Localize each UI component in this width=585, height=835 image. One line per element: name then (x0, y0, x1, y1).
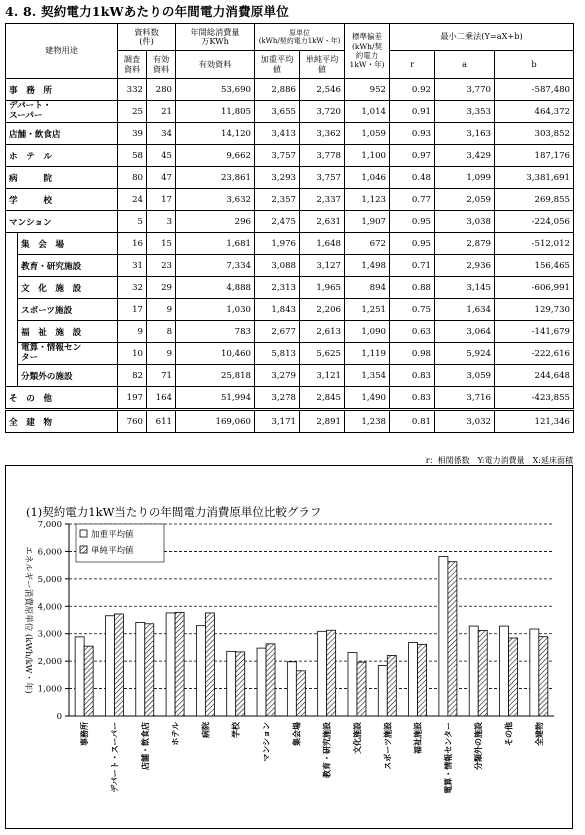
row-label: 教育・研究施設 (18, 255, 118, 277)
cell-survey: 760 (118, 410, 147, 433)
header-count-survey: 調査 資料 (118, 51, 147, 79)
x-category-label: 全建物 (534, 722, 544, 746)
chart-panel (5, 465, 573, 829)
group-bracket (6, 321, 18, 343)
cell-annual: 51,994 (176, 387, 255, 410)
cell-annual: 169,060 (176, 410, 255, 433)
y-tick-label: 1,000 (37, 684, 62, 695)
bar-weighted (166, 613, 175, 716)
cell-std: 1,090 (345, 321, 390, 343)
cell-s: 3,757 (300, 167, 345, 189)
x-category-label: 事務所 (80, 722, 90, 746)
cell-r: 0.93 (390, 123, 435, 145)
cell-r: 0.71 (390, 255, 435, 277)
cell-survey: 39 (118, 123, 147, 145)
cell-s: 2,206 (300, 299, 345, 321)
bar-simple (357, 662, 366, 716)
cell-valid: 71 (147, 365, 176, 387)
cell-valid: 45 (147, 145, 176, 167)
cell-survey: 197 (118, 387, 147, 410)
cell-a: 5,924 (435, 343, 495, 365)
cell-survey: 31 (118, 255, 147, 277)
row-label: 電算・情報セン ター (18, 343, 118, 365)
legend-swatch (80, 530, 87, 537)
cell-annual: 7,334 (176, 255, 255, 277)
cell-survey: 25 (118, 101, 147, 123)
cell-r: 0.75 (390, 299, 435, 321)
cell-r: 0.95 (390, 233, 435, 255)
bar-simple (145, 624, 154, 716)
cell-s: 3,778 (300, 145, 345, 167)
bar-simple (387, 655, 396, 716)
cell-s: 2,845 (300, 387, 345, 410)
bar-simple (236, 652, 245, 716)
cell-annual: 23,861 (176, 167, 255, 189)
cell-r: 0.97 (390, 145, 435, 167)
cell-std: 1,123 (345, 189, 390, 211)
cell-s: 3,127 (300, 255, 345, 277)
cell-a: 1,634 (435, 299, 495, 321)
bar-weighted (318, 631, 327, 716)
table-row (6, 365, 574, 387)
cell-a: 3,163 (435, 123, 495, 145)
row-label: スポーツ施設 (18, 299, 118, 321)
cell-b: -512,012 (495, 233, 574, 255)
table-row (6, 233, 574, 255)
cell-std: 1,119 (345, 343, 390, 365)
cell-a: 3,032 (435, 410, 495, 433)
cell-annual: 11,805 (176, 101, 255, 123)
cell-b: 129,730 (495, 299, 574, 321)
cell-r: 0.83 (390, 365, 435, 387)
x-category-label: マンション (262, 722, 272, 762)
row-label: デパート・ スーパー (6, 101, 118, 123)
cell-w: 3,278 (255, 387, 300, 410)
cell-a: 1,099 (435, 167, 495, 189)
cell-s: 1,648 (300, 233, 345, 255)
cell-valid: 47 (147, 167, 176, 189)
cell-survey: 82 (118, 365, 147, 387)
cell-valid: 21 (147, 101, 176, 123)
cell-w: 3,293 (255, 167, 300, 189)
bar-weighted (439, 557, 448, 716)
cell-std: 1,251 (345, 299, 390, 321)
cell-r: 0.88 (390, 277, 435, 299)
bar-weighted (378, 665, 387, 716)
cell-s: 2,613 (300, 321, 345, 343)
cell-s: 3,362 (300, 123, 345, 145)
legend-swatch (80, 546, 87, 553)
table-row (6, 211, 574, 233)
row-label: そ の 他 (6, 387, 118, 410)
cell-r: 0.48 (390, 167, 435, 189)
cell-w: 3,655 (255, 101, 300, 123)
cell-std: 1,014 (345, 101, 390, 123)
cell-survey: 24 (118, 189, 147, 211)
table-row (6, 167, 574, 189)
cell-std: 1,907 (345, 211, 390, 233)
cell-valid: 9 (147, 343, 176, 365)
cell-annual: 25,818 (176, 365, 255, 387)
bar-simple (478, 630, 487, 716)
bar-weighted (287, 662, 296, 716)
y-tick-label: 3,000 (37, 629, 62, 640)
cell-w: 3,171 (255, 410, 300, 433)
cell-b: -141,679 (495, 321, 574, 343)
cell-survey: 9 (118, 321, 147, 343)
cell-survey: 5 (118, 211, 147, 233)
cell-w: 5,813 (255, 343, 300, 365)
bar-simple (266, 644, 275, 716)
cell-b: -222,616 (495, 343, 574, 365)
x-category-label: 学校 (231, 722, 241, 738)
cell-a: 3,353 (435, 101, 495, 123)
bar-weighted (530, 629, 539, 716)
cell-a: 3,429 (435, 145, 495, 167)
x-category-label: 分類外の施設 (474, 722, 484, 770)
row-label: ホ テ ル (6, 145, 118, 167)
table-row (6, 387, 574, 410)
cell-std: 1,100 (345, 145, 390, 167)
cell-w: 3,279 (255, 365, 300, 387)
header-count: 資料数 (件) (118, 24, 176, 51)
cell-annual: 3,632 (176, 189, 255, 211)
bar-simple (418, 644, 427, 716)
header-use: 建物用途 (6, 24, 118, 79)
cell-s: 2,546 (300, 79, 345, 101)
table-row (6, 101, 574, 123)
bar-simple (114, 614, 123, 716)
bar-simple (205, 613, 214, 716)
cell-r: 0.95 (390, 211, 435, 233)
cell-w: 2,475 (255, 211, 300, 233)
bar-weighted (469, 626, 478, 716)
group-bracket (6, 277, 18, 299)
x-category-label: 電算・情報センター (443, 722, 453, 794)
x-category-label: ホテル (171, 722, 181, 746)
table-note: r：相関係数 Y:電力消費量 X:延床面積 (425, 456, 573, 465)
row-label: 集 会 場 (18, 233, 118, 255)
y-tick-label: 7,000 (37, 520, 62, 530)
cell-w: 2,313 (255, 277, 300, 299)
bar-weighted (409, 643, 418, 716)
cell-r: 0.83 (390, 387, 435, 410)
x-category-label: 文化施設 (352, 722, 362, 754)
y-tick-label: 6,000 (37, 547, 62, 558)
legend-label: 単純平均値 (91, 546, 134, 556)
bar-weighted (105, 616, 114, 716)
cell-b: 303,852 (495, 123, 574, 145)
cell-s: 3,121 (300, 365, 345, 387)
bar-weighted (257, 648, 266, 716)
cell-b: 156,465 (495, 255, 574, 277)
cell-b: 269,855 (495, 189, 574, 211)
cell-b: -224,056 (495, 211, 574, 233)
cell-r: 0.92 (390, 79, 435, 101)
bar-simple (327, 630, 336, 716)
bar-weighted (75, 637, 84, 716)
cell-annual: 1,030 (176, 299, 255, 321)
header-b: b (495, 51, 574, 79)
bar-weighted (196, 626, 205, 716)
row-label: 福 祉 施 設 (18, 321, 118, 343)
table-row (6, 343, 574, 365)
row-label: 学 校 (6, 189, 118, 211)
x-category-label: 店舗・飲食店 (140, 722, 150, 770)
x-category-label: その他 (504, 722, 514, 746)
y-axis-label: エネルギー消費原単位 (kWh/kW・年) (23, 546, 33, 694)
table-row (6, 410, 574, 433)
x-category-label: 福祉施設 (413, 722, 423, 754)
header-a: a (435, 51, 495, 79)
cell-s: 5,625 (300, 343, 345, 365)
cell-valid: 34 (147, 123, 176, 145)
cell-annual: 10,460 (176, 343, 255, 365)
cell-r: 0.63 (390, 321, 435, 343)
bar-weighted (348, 653, 357, 716)
header-unit: 原単位 (kWh/契約電力1kW・年) (255, 24, 345, 51)
bar-weighted (227, 651, 236, 716)
cell-annual: 296 (176, 211, 255, 233)
cell-survey: 80 (118, 167, 147, 189)
group-bracket (6, 365, 18, 387)
cell-survey: 10 (118, 343, 147, 365)
table-row (6, 145, 574, 167)
cell-valid: 23 (147, 255, 176, 277)
cell-annual: 4,888 (176, 277, 255, 299)
cell-survey: 58 (118, 145, 147, 167)
cell-w: 3,413 (255, 123, 300, 145)
cell-std: 1,354 (345, 365, 390, 387)
y-tick-label: 0 (56, 712, 62, 722)
group-bracket (6, 299, 18, 321)
cell-r: 0.81 (390, 410, 435, 433)
cell-b: 121,346 (495, 410, 574, 433)
cell-std: 952 (345, 79, 390, 101)
bar-simple (175, 612, 184, 716)
row-label: 店舗・飲食店 (6, 123, 118, 145)
bar-weighted (136, 622, 145, 716)
group-bracket (6, 255, 18, 277)
cell-w: 2,357 (255, 189, 300, 211)
cell-annual: 1,681 (176, 233, 255, 255)
cell-b: -606,991 (495, 277, 574, 299)
bar-simple (509, 638, 518, 716)
cell-valid: 17 (147, 189, 176, 211)
cell-w: 2,677 (255, 321, 300, 343)
cell-s: 3,720 (300, 101, 345, 123)
table-row (6, 321, 574, 343)
cell-b: 187,176 (495, 145, 574, 167)
row-label: 事 務 所 (6, 79, 118, 101)
cell-a: 3,716 (435, 387, 495, 410)
cell-w: 1,976 (255, 233, 300, 255)
header-annual-sub: 有効資料 (176, 51, 255, 79)
bar-simple (84, 646, 93, 716)
x-category-label: 集会場 (292, 722, 302, 746)
cell-w: 3,757 (255, 145, 300, 167)
header-lsq: 最小二乗法(Y=aX+b) (390, 24, 574, 51)
table-row (6, 79, 574, 101)
table-row (6, 255, 574, 277)
bar-simple (539, 637, 548, 716)
y-tick-label: 2,000 (37, 657, 62, 668)
bar-chart (6, 466, 572, 828)
cell-valid: 8 (147, 321, 176, 343)
cell-w: 1,843 (255, 299, 300, 321)
page-title: 4. 8. 契約電力1kWあたりの年間電力消費原単位 (5, 4, 289, 19)
cell-std: 1,238 (345, 410, 390, 433)
cell-std: 1,490 (345, 387, 390, 410)
cell-annual: 9,662 (176, 145, 255, 167)
cell-a: 3,059 (435, 365, 495, 387)
x-category-label: デパート・スーパー (110, 722, 120, 793)
cell-valid: 15 (147, 233, 176, 255)
cell-valid: 280 (147, 79, 176, 101)
cell-valid: 3 (147, 211, 176, 233)
legend-label: 加重平均値 (91, 530, 134, 540)
group-bracket (6, 233, 18, 255)
bar-simple (448, 562, 457, 716)
cell-survey: 32 (118, 277, 147, 299)
cell-b: -423,855 (495, 387, 574, 410)
header-r: r (390, 51, 435, 79)
cell-valid: 29 (147, 277, 176, 299)
cell-w: 2,886 (255, 79, 300, 101)
cell-a: 3,064 (435, 321, 495, 343)
cell-survey: 16 (118, 233, 147, 255)
header-annual: 年間総消費量 万KWh (176, 24, 255, 51)
cell-std: 672 (345, 233, 390, 255)
cell-std: 1,059 (345, 123, 390, 145)
cell-valid: 164 (147, 387, 176, 410)
cell-s: 2,337 (300, 189, 345, 211)
cell-s: 2,631 (300, 211, 345, 233)
data-table (5, 23, 574, 433)
cell-b: 464,372 (495, 101, 574, 123)
cell-r: 0.91 (390, 101, 435, 123)
header-unit-weighted: 加重平均 値 (255, 51, 300, 79)
cell-a: 3,770 (435, 79, 495, 101)
cell-s: 1,965 (300, 277, 345, 299)
cell-r: 0.77 (390, 189, 435, 211)
cell-a: 2,879 (435, 233, 495, 255)
x-category-label: 病院 (201, 722, 211, 738)
bar-simple (296, 671, 305, 716)
group-bracket (6, 343, 18, 365)
table-row (6, 189, 574, 211)
cell-annual: 14,120 (176, 123, 255, 145)
cell-annual: 53,690 (176, 79, 255, 101)
chart-title: (1)契約電力1kW当たりの年間電力消費原単位比較グラフ (26, 505, 322, 519)
y-tick-label: 4,000 (37, 602, 62, 613)
cell-s: 2,891 (300, 410, 345, 433)
cell-survey: 17 (118, 299, 147, 321)
row-label: 病 院 (6, 167, 118, 189)
row-label: マンション (6, 211, 118, 233)
header-count-valid: 有効 資料 (147, 51, 176, 79)
row-label: 分類外の施設 (18, 365, 118, 387)
bar-weighted (500, 626, 509, 716)
x-category-label: 教育・研究施設 (322, 722, 332, 778)
cell-a: 3,145 (435, 277, 495, 299)
cell-a: 3,038 (435, 211, 495, 233)
cell-w: 3,088 (255, 255, 300, 277)
row-label: 文 化 施 設 (18, 277, 118, 299)
cell-valid: 611 (147, 410, 176, 433)
header-unit-simple: 単純平均 値 (300, 51, 345, 79)
table-row (6, 277, 574, 299)
cell-std: 894 (345, 277, 390, 299)
table-row (6, 299, 574, 321)
cell-b: -587,480 (495, 79, 574, 101)
table-row (6, 123, 574, 145)
row-label: 全 建 物 (6, 410, 118, 433)
x-category-label: スポーツ施設 (383, 722, 393, 770)
cell-r: 0.98 (390, 343, 435, 365)
y-tick-label: 5,000 (37, 574, 62, 585)
cell-b: 3,381,691 (495, 167, 574, 189)
cell-a: 2,936 (435, 255, 495, 277)
cell-annual: 783 (176, 321, 255, 343)
cell-std: 1,498 (345, 255, 390, 277)
cell-std: 1,046 (345, 167, 390, 189)
cell-valid: 9 (147, 299, 176, 321)
cell-a: 2,059 (435, 189, 495, 211)
cell-b: 244,648 (495, 365, 574, 387)
cell-survey: 332 (118, 79, 147, 101)
header-std: 標準偏差 (kWh/契 約電力 1kW・年) (345, 24, 390, 79)
